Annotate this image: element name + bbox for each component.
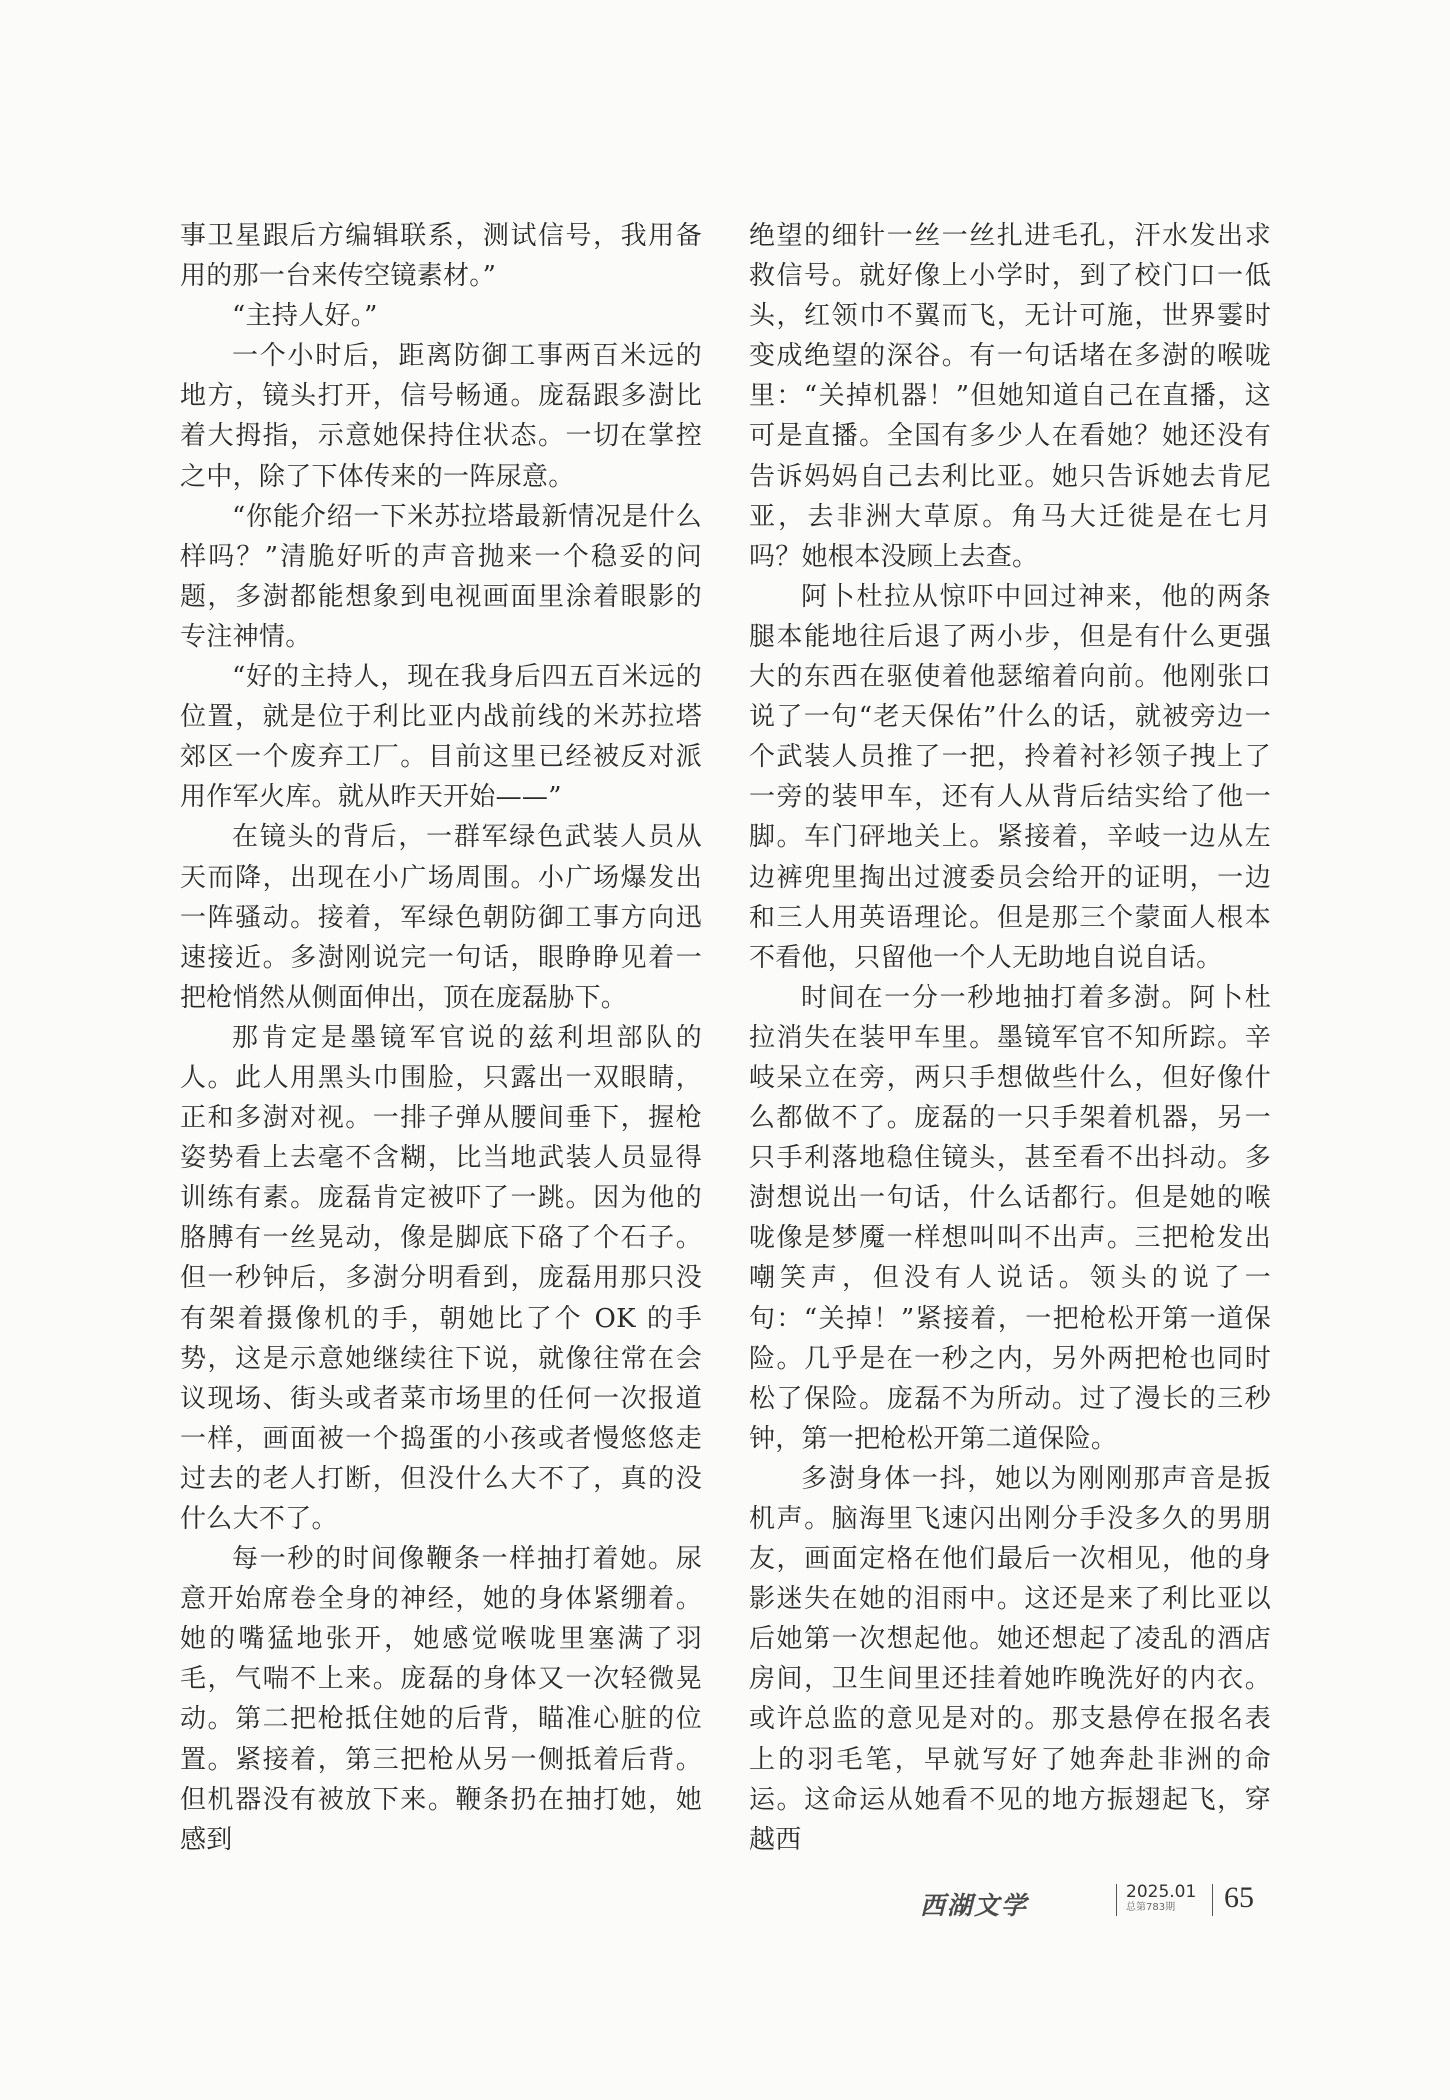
paragraph: “你能介绍一下米苏拉塔最新情况是什么样吗？”清脆好听的声音抛来一个稳妥的问题，多澍都能想象到电视画面里涂着眼影的专注神情。: [180, 501, 702, 652]
paragraph: 那肯定是墨镜军官说的兹利坦部队的人。此人用黑头巾围脸，只露出一双眼睛，正和多澍对视。一排子弹从腰间垂下，握枪姿势看上去毫不含糊，比当地武装人员显得训练有素。庞磊肯定被吓了一跳。因为他的胳膊有一丝晃动，像是脚底下硌了个石子。但一秒钟后，多澍分明看到，庞磊用那只没有架着摄像机的手，朝她比了个 OK 的手势，这是示意她继续往下说，就像往常在会议现场、街头或者菜市场里的任何一次报道一样，画面被一个捣蛋的小孩或者慢悠悠走过去的老人打断，但没什么大不了，真的没什么大不了。: [180, 1022, 702, 1534]
page-footer: [920, 1880, 1280, 1920]
page-number: 65: [1224, 1881, 1254, 1914]
left-text-column: [180, 216, 702, 1860]
paragraph: “主持人好。”: [232, 301, 378, 332]
paragraph: 一个小时后，距离防御工事两百米远的地方，镜头打开，信号畅通。庞磊跟多澍比着大拇指，示意她保持住状态。一切在掌控之中，除了下体传来的一阵尿意。: [180, 341, 702, 492]
paragraph: 事卫星跟后方编辑联系，测试信号，我用备用的那一台来传空镜素材。”: [180, 221, 702, 292]
magazine-logo: 西湖文学: [920, 1891, 1029, 1920]
footer-divider: [1212, 1884, 1213, 1916]
paragraph: 多澍身体一抖，她以为刚刚那声音是扳机声。脑海里飞速闪出刚分手没多久的男朋友，画面定格在他们最后一次相见，他的身影迷失在她的泪雨中。这还是来了利比亚以后她第一次想起他。她还想起了凌乱的酒店房间，卫生间里还挂着她昨晚洗好的内衣。或许总监的意见是对的。那支悬停在报名表上的羽毛笔，早就写好了她奔赴非洲的命运。这命运从她看不见的地方振翅起飞，穿越西: [749, 1463, 1271, 1855]
paragraph: 时间在一分一秒地抽打着多澍。阿卜杜拉消失在装甲车里。墨镜军官不知所踪。辛岐呆立在旁，两只手想做些什么，但好像什么都做不了。庞磊的一只手架着机器，另一只手利落地稳住镜头，甚至看不出抖动。多澍想说出一句话，什么话都行。但是她的喉咙像是梦魇一样想叫叫不出声。三把枪发出嘲笑声，但没有人说话。领头的说了一句：“关掉！”紧接着，一把枪松开第一道保险。几乎是在一秒之内，另外两把枪也同时松了保险。庞磊不为所动。过了漫长的三秒钟，第一把枪松开第二道保险。: [749, 982, 1271, 1454]
paragraph: 在镜头的背后，一群军绿色武装人员从天而降，出现在小广场周围。小广场爆发出一阵骚动。接着，军绿色朝防御工事方向迅速接近。多澍刚说完一句话，眼睁睁见着一把枪悄然从侧面伸出，顶在庞磊胁下。: [180, 822, 702, 1013]
paragraph: 每一秒的时间像鞭条一样抽打着她。尿意开始席卷全身的神经，她的身体紧绷着。她的嘴猛地张开，她感觉喉咙里塞满了羽毛，气喘不上来。庞磊的身体又一次轻微晃动。第二把枪抵住她的后背，瞄准心脏的位置。紧接着，第三把枪从另一侧抵着后背。但机器没有被放下来。鞭条扔在抽打她，她感到: [180, 1544, 702, 1855]
paragraph: “好的主持人，现在我身后四五百米远的位置，就是位于利比亚内战前线的米苏拉塔郊区一个废弃工厂。目前这里已经被反对派用作军火库。就从昨天开始——”: [180, 662, 702, 813]
right-text-column: [749, 216, 1271, 1860]
issue-date: 2025.01: [1126, 1882, 1197, 1902]
paragraph: 绝望的细针一丝一丝扎进毛孔，汗水发出求救信号。就好像上小学时，到了校门口一低头，红领巾不翼而飞，无计可施，世界霎时变成绝望的深谷。有一句话堵在多澍的喉咙里：“关掉机器！”但她知道自己在直播，这可是直播。全国有多少人在看她？她还没有告诉妈妈自己去利比亚。她只告诉她去肯尼亚，去非洲大草原。角马大迁徙是在七月吗？她根本没顾上去查。: [749, 221, 1271, 572]
footer-divider: [1116, 1884, 1117, 1916]
issue-info: [1126, 1882, 1196, 1914]
issue-number: 总第783期: [1126, 1902, 1176, 1913]
paragraph: 阿卜杜拉从惊吓中回过神来，他的两条腿本能地往后退了两小步，但是有什么更强大的东西在驱使着他瑟缩着向前。他刚张口说了一句“老天保佑”什么的话，就被旁边一个武装人员推了一把，拎着衬衫领子拽上了一旁的装甲车，还有人从背后结实给了他一脚。车门砰地关上。紧接着，辛岐一边从左边裤兜里掏出过渡委员会给开的证明，一边和三人用英语理论。但是那三个蒙面人根本不看他，只留他一个人无助地自说自话。: [749, 581, 1271, 973]
